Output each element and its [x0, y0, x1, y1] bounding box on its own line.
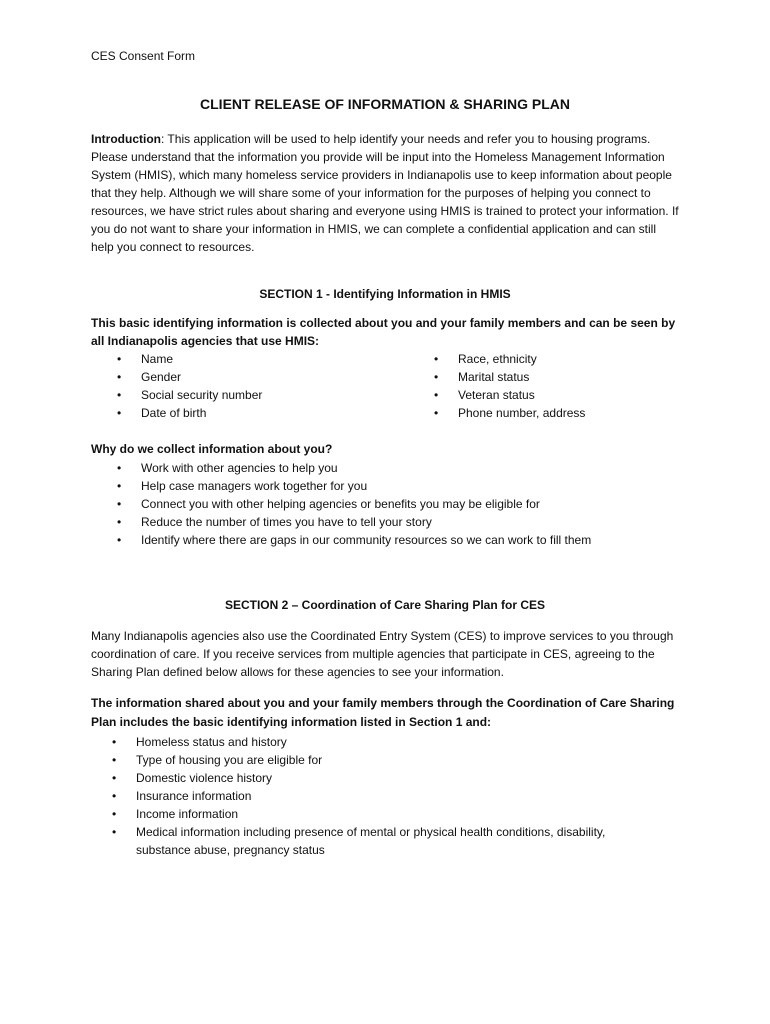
bullet-icon — [117, 531, 141, 549]
list-item: • Income information — [112, 805, 642, 823]
section2-lead: The information shared about you and your family members through the Coordination of Care Sharing Plan includes the basic identifying information listed in Section 1 and: — [91, 696, 675, 729]
bullet-icon — [112, 805, 136, 823]
section1-lead: This basic identifying information is collected about you and your family members and can be seen by all Indianapolis agencies that use HMIS: — [91, 316, 676, 348]
bullet-icon — [117, 459, 141, 477]
bullet-icon — [112, 769, 136, 787]
bullet-icon — [117, 495, 141, 513]
section1-left-list — [117, 350, 397, 422]
list-item: • Reduce the number of times you have to tell your story — [117, 513, 717, 531]
bullet-icon — [117, 368, 141, 386]
bullet-icon — [434, 386, 458, 404]
list-item: • Connect you with other helping agencies or benefits you may be eligible for — [117, 495, 717, 513]
list-item: • Homeless status and history — [112, 733, 642, 751]
list-item: • Social security number — [117, 386, 397, 404]
bullet-icon — [117, 477, 141, 495]
list-item: • Work with other agencies to help you — [117, 459, 717, 477]
bullet-icon — [112, 733, 136, 751]
list-item: • Date of birth — [117, 404, 397, 422]
why-list — [117, 459, 717, 549]
list-item: • Type of housing you are eligible for — [112, 751, 642, 769]
section2-paragraph: Many Indianapolis agencies also use the Coordinated Entry System (CES) to improve services to you through coordination of care. If you receive services from multiple agencies that participate in CES, agreeing to the Sharing Plan defined below allows for these agencies to see your information. — [91, 629, 674, 679]
section2-list — [112, 733, 642, 859]
bullet-icon — [112, 787, 136, 805]
list-item: • Veteran status — [434, 386, 694, 404]
bullet-icon — [112, 751, 136, 769]
introduction-paragraph — [91, 130, 681, 256]
list-item: • Race, ethnicity — [434, 350, 694, 368]
list-item: • Insurance information — [112, 787, 642, 805]
form-name: CES Consent Form — [91, 49, 196, 63]
list-item: • Help case managers work together for you — [117, 477, 717, 495]
list-item: • Domestic violence history — [112, 769, 642, 787]
bullet-icon — [434, 350, 458, 368]
bullet-icon — [117, 513, 141, 531]
section2-heading: SECTION 2 – Coordination of Care Sharing Plan for CES — [224, 598, 546, 612]
introduction-label: Introduction — [91, 132, 161, 146]
page-title: CLIENT RELEASE OF INFORMATION & SHARING PLAN — [200, 96, 570, 112]
section1-heading: SECTION 1 - Identifying Information in HMIS — [259, 287, 511, 301]
bullet-icon — [117, 386, 141, 404]
bullet-icon — [112, 823, 136, 841]
introduction-text: : This application will be used to help identify your needs and refer you to housing programs. Please understand that the information you provide will be input into the Homeless Management Information System (HMIS), which many homeless service providers in Indianapolis use to keep information about people that they help. Although we will share some of your information for the purposes of helping you connect to resources, we have strict rules about sharing and everyone using HMIS is trained to protect your information. If you do not want to share your information in HMIS, we can complete a confidential application and can still help you connect to resources. — [91, 132, 679, 254]
list-item: • Name — [117, 350, 397, 368]
list-item: • Gender — [117, 368, 397, 386]
bullet-icon — [434, 404, 458, 422]
list-item: • Phone number, address — [434, 404, 694, 422]
list-item: • Identify where there are gaps in our community resources so we can work to fill them — [117, 531, 717, 549]
list-item: • Medical information including presence of mental or physical health conditions, disability, substance abuse, pregnancy status — [112, 823, 642, 859]
bullet-icon — [117, 350, 141, 368]
bullet-icon — [434, 368, 458, 386]
why-heading: Why do we collect information about you? — [91, 442, 333, 456]
bullet-icon — [117, 404, 141, 422]
section1-right-list — [434, 350, 694, 422]
list-item: • Marital status — [434, 368, 694, 386]
